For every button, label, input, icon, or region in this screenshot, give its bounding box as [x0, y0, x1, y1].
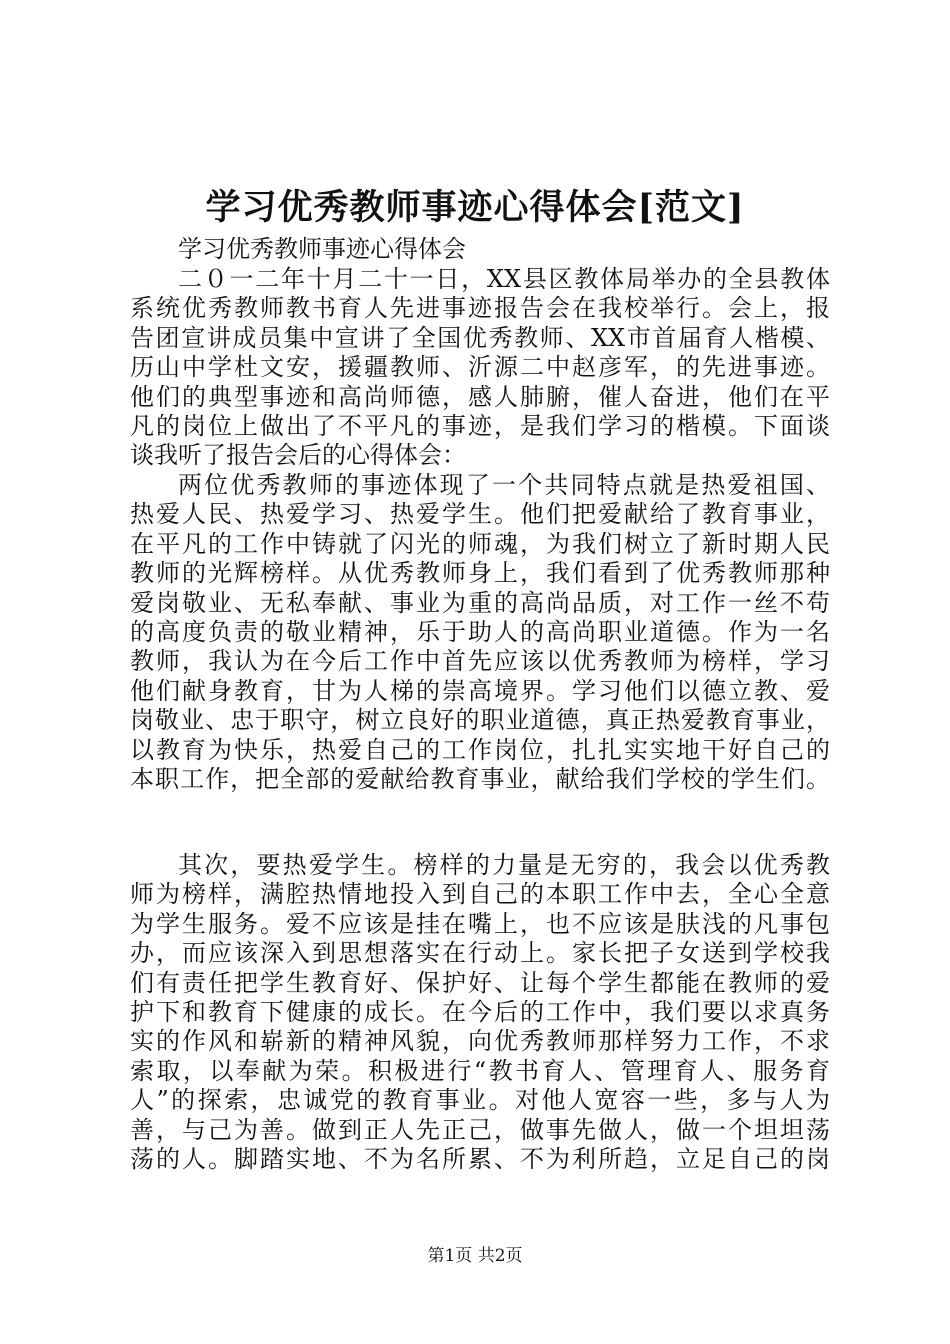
- paragraph-1-line: 他们的典型事迹和高尚师德，感人肺腑，催人奋进，他们在平: [130, 382, 830, 411]
- paragraph-2-line: 本职工作，把全部的爱献给教育事业，献给我们学校的学生们。: [130, 765, 830, 793]
- paragraph-2-line: 他们献身教育，甘为人梯的崇高境界。学习他们以德立教、爱: [130, 676, 830, 705]
- paragraph-2-line: 教师的光辉榜样。从优秀教师身上，我们看到了优秀教师那种: [130, 559, 830, 588]
- paragraph-1-line: 凡的岗位上做出了不平凡的事迹，是我们学习的楷模。下面谈: [130, 412, 830, 440]
- paragraph-2-line: 岗敬业、忠于职守，树立良好的职业道德，真正热爱教育事业，: [130, 706, 830, 735]
- document-subtitle: 学习优秀教师事迹心得体会: [178, 235, 466, 263]
- paragraph-3-line: 护下和教育下健康的成长。在今后的工作中，我们要以求真务: [130, 998, 830, 1026]
- paragraph-3-line: 办，而应该深入到思想落实在行动上。家长把子女送到学校我: [130, 939, 830, 968]
- paragraph-3-line: 实的作风和崭新的精神风貌，向优秀教师那样努力工作，不求: [130, 1027, 830, 1056]
- paragraph-2-line: 爱岗敬业、无私奉献、事业为重的高尚品质，对工作一丝不苟: [130, 588, 830, 617]
- paragraph-2-line: 教师，我认为在今后工作中首先应该以优秀教师为榜样，学习: [130, 647, 830, 676]
- paragraph-3-line: 师为榜样，满腔热情地投入到自己的本职工作中去，全心全意: [130, 880, 830, 909]
- paragraph-2-line: 热爱人民、热爱学习、热爱学生。他们把爱献给了教育事业，: [130, 500, 830, 529]
- paragraph-1-line: 谈我听了报告会后的心得体会：: [130, 441, 466, 470]
- paragraph-3-line: 荡的人。脚踏实地、不为名所累、不为利所趋，立足自己的岗: [130, 1145, 830, 1173]
- paragraph-1-line: 历山中学杜文安，援疆教师、沂源二中赵彦军，的先进事迹。: [130, 353, 830, 382]
- paragraph-2-line: 在平凡的工作中铸就了闪光的师魂，为我们树立了新时期人民: [130, 529, 830, 558]
- paragraph-1-line: 二０一二年十月二十一日，XX县区教体局举办的全县教体: [178, 265, 830, 293]
- paragraph-1-line: 系统优秀教师教书育人先进事迹报告会在我校举行。会上，报: [130, 294, 830, 323]
- paragraph-2-line: 两位优秀教师的事迹体现了一个共同特点就是热爱祖国、: [178, 471, 830, 499]
- document-title: 学习优秀教师事迹心得体会[范文]: [205, 187, 745, 228]
- paragraph-3-line: 们有责任把学生教育好、保护好、让每个学生都能在教师的爱: [130, 968, 830, 997]
- page-footer: 第1页 共2页: [427, 1246, 523, 1266]
- paragraph-2-line: 以教育为快乐，热爱自己的工作岗位，扎扎实实地干好自己的: [130, 735, 830, 764]
- paragraph-3-line: 索取，以奉献为荣。积极进行“教书育人、管理育人、服务育: [130, 1056, 830, 1085]
- paragraph-3-line: 为学生服务。爱不应该是挂在嘴上，也不应该是肤浅的凡事包: [130, 909, 830, 938]
- paragraph-3-line: 其次，要热爱学生。榜样的力量是无穷的，我会以优秀教: [178, 851, 830, 879]
- paragraph-3-line: 善，与己为善。做到正人先正己，做事先做人，做一个坦坦荡: [130, 1115, 830, 1144]
- paragraph-3-line: 人”的探索，忠诚党的教育事业。对他人宽容一些，多与人为: [130, 1086, 830, 1115]
- paragraph-2-line: 的高度负责的敬业精神，乐于助人的高尚职业道德。作为一名: [130, 618, 830, 646]
- paragraph-1-line: 告团宣讲成员集中宣讲了全国优秀教师、XX市首届育人楷模、: [130, 323, 830, 352]
